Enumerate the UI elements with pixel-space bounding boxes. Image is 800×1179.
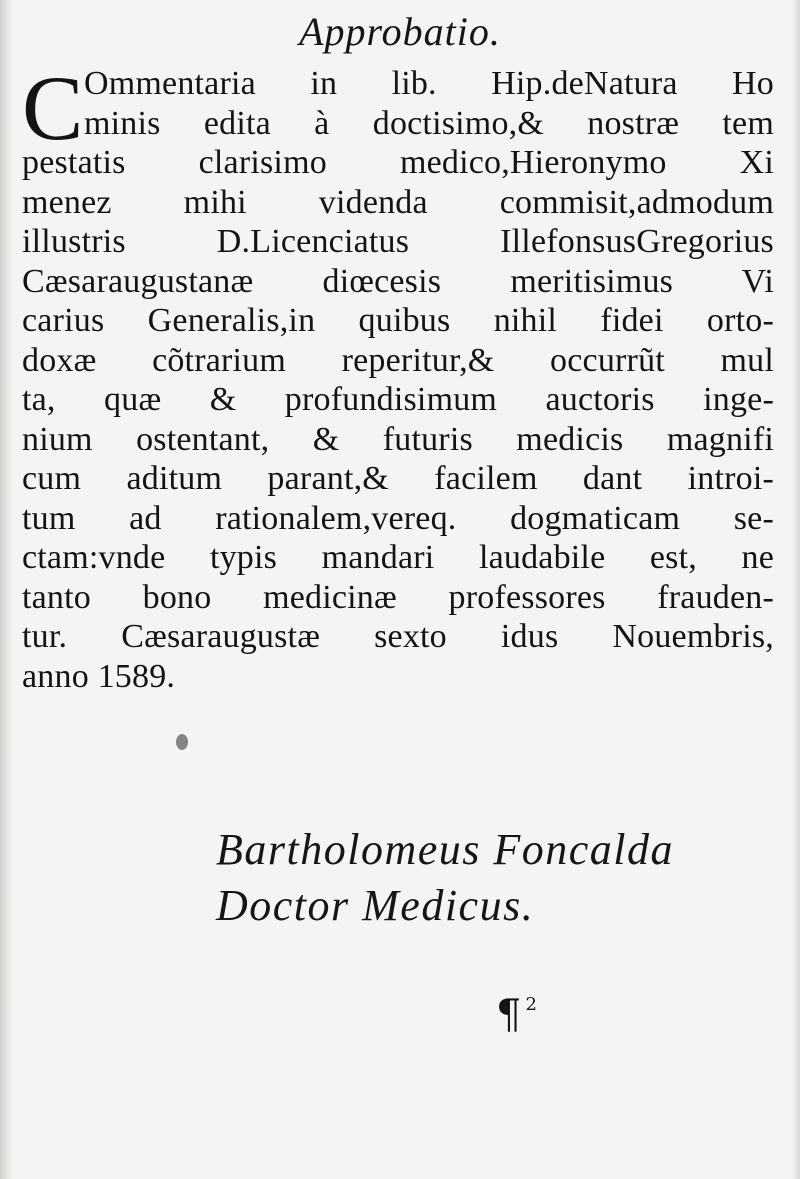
text-line: tum ad rationalem,vereq. dogmaticam se- (22, 499, 774, 537)
text-line: doxæ cõtrarium reperitur,& occurrũt mul (22, 341, 774, 379)
printer-signature-mark (496, 992, 537, 1038)
text-line: ctam:vnde typis mandari laudabile est, ne (22, 539, 774, 576)
text-line: cum aditum parant,& facilem dant introi- (22, 460, 774, 497)
text-line: tur. Cæsaraugustæ sexto idus Nouembris, (22, 618, 774, 655)
text-line: Cæsaraugustanæ diœcesis meritisimus Vi (22, 262, 774, 300)
page-heading: Approbatio. (299, 9, 501, 54)
approbation-text (22, 57, 774, 696)
drop-cap: C (22, 57, 84, 159)
text-line: Ommentaria in lib. Hip.deNatura Ho (84, 65, 774, 102)
text-line: ta, quæ & profundisimum auctoris inge- (22, 381, 774, 418)
page-edge-left (0, 0, 12, 1179)
text-line: minis edita à doctisimo,& nostræ tem (84, 104, 774, 142)
text-line: menez mihi videnda commisit,admodum (22, 183, 774, 221)
text-line: tanto bono medicinæ professores frauden- (22, 578, 774, 616)
text-line: illustris D.Licenciatus IllefonsusGregorius (22, 223, 774, 260)
signatory-title: Doctor Medicus. (216, 881, 535, 930)
text-line: carius Generalis,in quibus nihil fidei orto- (22, 302, 774, 339)
pilcrow-icon: ¶ (496, 992, 522, 1038)
signatory-name: Bartholomeus Foncalda (216, 825, 675, 874)
page-edge-right (792, 0, 800, 1179)
ink-blot (176, 734, 188, 750)
text-line-date: anno 1589. (22, 657, 176, 695)
text-line: nium ostentant, & futuris medicis magnifi (22, 420, 774, 458)
text-line: pestatis clarisimo medico,Hieronymo Xi (22, 144, 774, 181)
signature-block (216, 822, 674, 934)
signature-number: 2 (525, 994, 537, 1015)
